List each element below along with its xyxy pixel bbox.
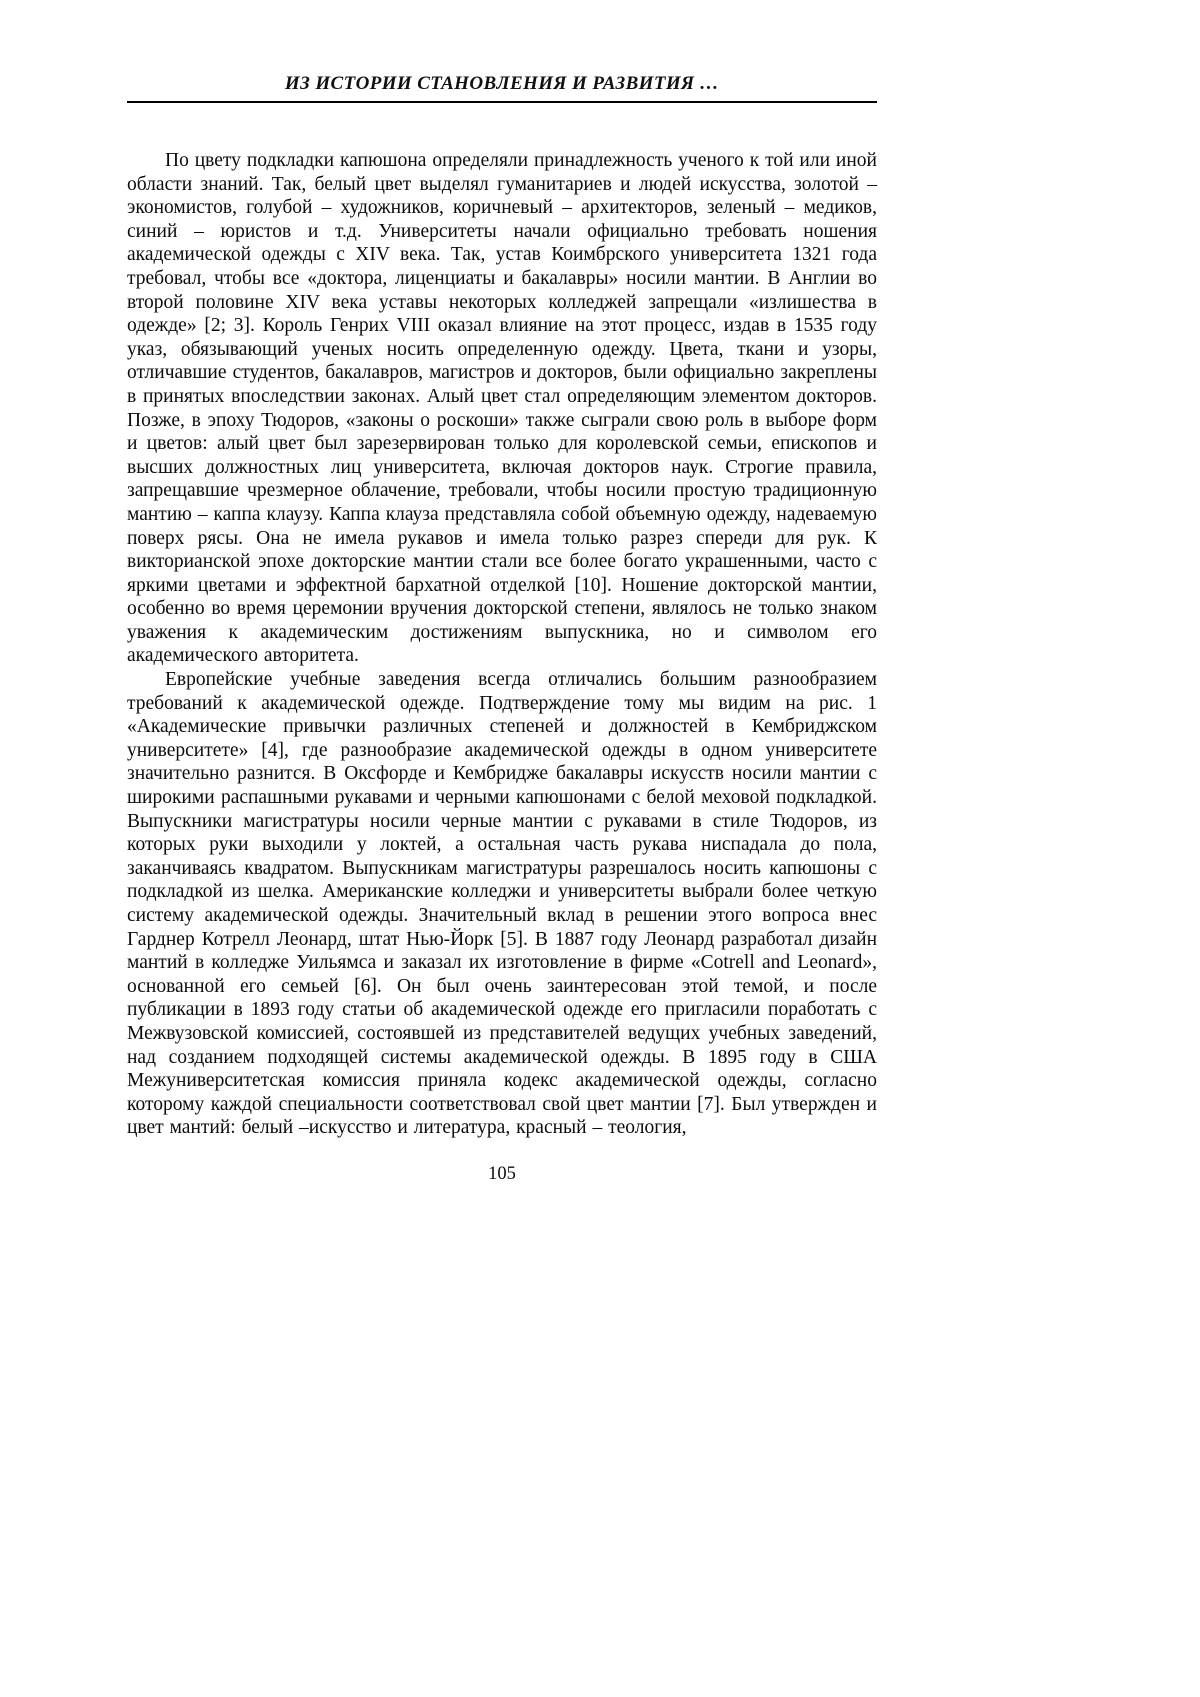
paragraph-1: По цвету подкладки капюшона определяли принадлежность ученого к той или иной области знаний. Так, белый цвет выделял гуманитариев и людей искусства, золотой – экономистов, голубой – художников, коричневый – архитекторов, зеленый – медиков, синий – юристов и т.д. Университеты начали официально требовать ношения академической одежды с XIV века. Так, устав Коимбрского университета 1321 года требовал, чтобы все «доктора, лиценциаты и бакалавры» носили мантии. В Англии во второй половине XIV века уставы некоторых колледжей запрещали «излишества в одежде» [2; 3]. Король Генрих VIII оказал влияние на этот процесс, издав в 1535 году указ, обязывающий ученых носить определенную одежду. Цвета, ткани и узоры, отличавшие студентов, бакалавров, магистров и докторов, были официально закреплены в принятых впоследствии законах. Алый цвет стал определяющим элементом докторов. Позже, в эпоху Тюдоров, «законы о роскоши» также сыграли свою роль в выборе форм и цветов: алый цвет был зарезервирован только для королевской семьи, епископов и высших должностных лиц университета, включая докторов наук. Строгие правила, запрещавшие чрезмерное облачение, требовали, чтобы носили простую традиционную мантию – каппа клаузу. Каппа клауза представляла собой объемную одежду, надеваемую поверх рясы. Она не имела рукавов и имела только разрез спереди для рук. К викторианской эпохе докторские мантии стали все более богато украшенными, часто с яркими цветами и эффектной бархатной отделкой [10]. Ношение докторской мантии, особенно во время церемонии вручения докторской степени, являлось не только знаком уважения к академическим достижениям выпускника, но и символом его академического авторитета. [127, 150, 877, 667]
running-header: ИЗ ИСТОРИИ СТАНОВЛЕНИЯ И РАЗВИТИЯ … [284, 73, 720, 94]
header-divider [127, 101, 877, 103]
text-column [127, 0, 877, 1185]
page-number: 105 [488, 1163, 516, 1184]
paragraph-2: Европейские учебные заведения всегда отличались большим разнообразием требований к академической одежде. Подтверждение тому мы видим на рис. 1 «Академические привычки различных степеней и должностей в Кембриджском университете» [4], где разнообразие академической одежды в одном университете значительно разнится. В Оксфорде и Кембридже бакалавры искусств носили мантии с широкими распашными рукавами и черными капюшонами с белой меховой подкладкой. Выпускники магистратуры носили черные мантии с рукавами в стиле Тюдоров, из которых руки выходили у локтей, а остальная часть рукава ниспадала до пола, заканчиваясь квадратом. Выпускникам магистратуры разрешалось носить капюшоны с подкладкой из шелка. Американские колледжи и университеты выбрали более четкую систему академической одежды. Значительный вклад в решении этого вопроса внес Гарднер Котрелл Леонард, штат Нью-Йорк [5]. В 1887 году Леонард разработал дизайн мантий в колледже Уильямса и заказал их изготовление в фирме «Cotrell and Leonard», основанной его семьей [6]. Он был очень заинтересован этой темой, и после публикации в 1893 году статьи об академической одежде его пригласили поработать с Межвузовской комиссией, состоявшей из представителей ведущих учебных заведений, над созданием подходящей системы академической одежды. В 1895 году в США Межуниверситетская комиссия приняла кодекс академической одежды, согласно которому каждой специальности соответствовал свой цвет мантии [7]. Был утвержден и цвет мантий: белый –искусство и литература, красный – теология, [127, 669, 877, 1139]
article-body [127, 149, 877, 1140]
